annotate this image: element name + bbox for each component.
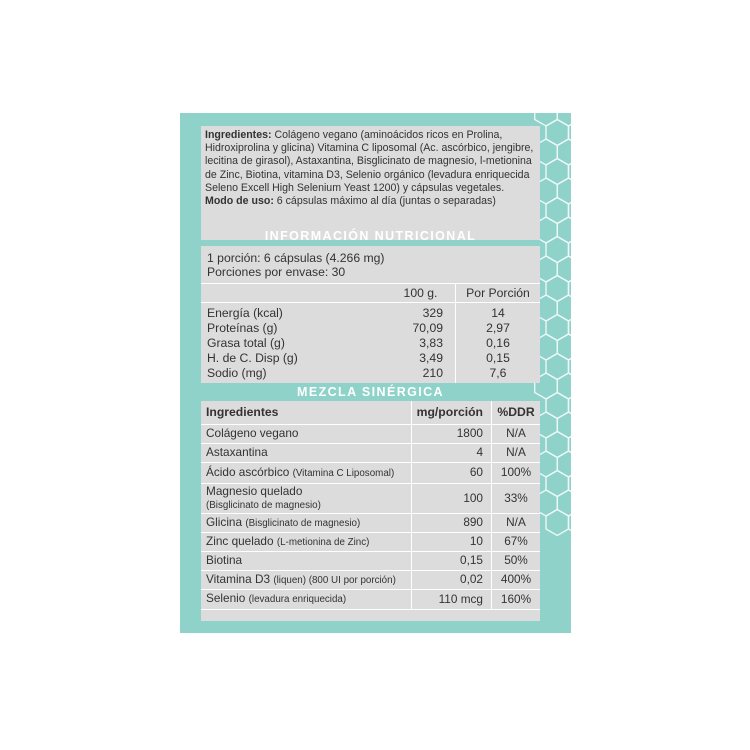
nutrient-name: Sodio (mg) (207, 366, 267, 380)
mix-ingredient-cell (201, 551, 411, 570)
hexagon-shape (557, 139, 571, 165)
nutrition-row (201, 336, 540, 351)
hexagon-shape (557, 334, 571, 360)
ingredients-label: Ingredientes: (205, 129, 272, 141)
mix-title: MEZCLA SINÉRGICA (297, 385, 444, 399)
usage-label: Modo de uso: (205, 195, 274, 208)
mix-row (201, 589, 540, 609)
mix-col-ingredient: Ingredientes (201, 401, 411, 424)
mix-row (201, 551, 540, 570)
nutrient-per-100g: 3,83 (419, 336, 443, 350)
hexagon-shape (569, 354, 572, 380)
mix-ingredient-note: (levadura enriquecida) (248, 594, 347, 605)
usage-text: 6 cápsulas máximo al día (juntas o separadas) (273, 195, 496, 208)
nutrient-per-100g: 3,49 (419, 351, 443, 365)
hexagon-shape (569, 393, 572, 419)
mix-mg-cell: 890 (411, 513, 491, 532)
mix-ingredient-cell (201, 513, 411, 532)
mix-ingredient-name: Astaxantina (206, 445, 268, 459)
mix-mg-cell: 60 (411, 462, 491, 483)
nutrition-table (201, 246, 540, 383)
ingredients-text: Colágeno vegano (aminoácidos ricos en Prolina, Hidroxiprolina y glicina) Vitamina C liposomal (Ac. ascórbico, jengibre, lecitina de girasol), Astaxantina, Bisglicinato de magnesio, l-metionina de Zinc, Biotina, vitamina D3, Selenio orgánico (levadura enriquecida Seleno Excell High Selenium Yeast 1200) y cápsulas vegetales. (205, 129, 534, 194)
nutrient-per-portion: 7,6 (489, 366, 507, 380)
mix-ingredient-note: (L-metionina de Zinc) (276, 536, 370, 548)
nutrition-row (201, 366, 540, 381)
synergic-mix-table (201, 401, 540, 621)
hexagon-shape (557, 451, 571, 477)
supplement-label-panel (180, 113, 571, 633)
mix-ingredient-note: (Bisglicinato de magnesio) (206, 499, 321, 511)
mix-ddr-cell: 67% (492, 532, 541, 551)
mix-ddr-cell: 100% (492, 462, 541, 483)
mix-ingredient-name: Magnesio quelado (206, 483, 303, 498)
nutrient-per-portion: 0,15 (486, 351, 510, 365)
hexagon-shape (557, 256, 571, 282)
hexagon-shape (569, 471, 572, 497)
mix-mg-cell: 110 mcg (411, 589, 491, 609)
nutrition-row (201, 306, 540, 321)
hexagon-shape (535, 113, 558, 126)
hexagon-shape (557, 217, 571, 243)
serving-size: 1 porción: 6 cápsulas (4.266 mg) (207, 251, 385, 265)
mix-ingredient-cell (201, 589, 411, 609)
divider (201, 283, 540, 284)
nutrient-per-portion: 2,97 (486, 321, 510, 335)
nutrient-per-100g: 329 (422, 306, 443, 320)
mix-ingredient-name: Selenio (206, 591, 246, 605)
mix-ddr-cell: 160% (492, 589, 541, 609)
hexagon-shape (569, 315, 572, 341)
hexagon-shape (569, 237, 572, 263)
hexagon-shape (557, 295, 571, 321)
col-portion-header: Por Porción (466, 286, 530, 300)
mix-mg-cell: 0,15 (411, 551, 491, 570)
mix-ingredient-cell (201, 532, 411, 551)
mix-ingredient-note: (Vitamina C Liposomal) (292, 467, 395, 479)
mix-ddr-cell: 400% (492, 570, 541, 589)
mix-ingredient-cell (201, 483, 411, 513)
mix-ingredient-cell (201, 443, 411, 462)
nutrient-per-100g: 70,09 (412, 321, 443, 335)
mix-col-mg: mg/porción (411, 401, 491, 424)
mix-ingredient-cell (201, 424, 411, 443)
mix-ingredient-cell (201, 462, 411, 483)
mix-row (201, 483, 540, 513)
mix-mg-cell: 0,02 (411, 570, 491, 589)
mix-ddr-cell: N/A (492, 443, 541, 462)
mix-mg-cell: 100 (411, 483, 491, 513)
hexagon-shape (557, 178, 571, 204)
mix-row (201, 424, 540, 443)
mix-row (201, 570, 540, 589)
nutrient-name: Energía (kcal) (207, 306, 283, 320)
hexagon-shape (569, 276, 572, 302)
mix-row (201, 513, 540, 532)
nutrient-name: Proteínas (g) (207, 321, 278, 335)
hexagon-shape (569, 510, 572, 536)
mix-ingredient-name: Biotina (206, 553, 243, 567)
mix-row (201, 532, 540, 551)
hexagon-shape (557, 113, 571, 126)
divider (201, 302, 540, 303)
nutrient-per-portion: 0,16 (486, 336, 510, 350)
servings-per-container: Porciones por envase: 30 (207, 265, 346, 279)
hexagon-shape (557, 490, 571, 516)
nutrition-title: INFORMACIÓN NUTRICIONAL (264, 229, 477, 243)
col-100g-header: 100 g. (403, 286, 438, 300)
nutrient-per-100g: 210 (422, 366, 443, 380)
serving-info (207, 251, 385, 279)
mix-ingredient-note: (liquen) (800 UI por porción) (273, 574, 396, 586)
nutrition-row (201, 351, 540, 366)
mix-ddr-cell: N/A (492, 513, 541, 532)
mix-ingredient-name: Zinc quelado (206, 533, 274, 548)
mix-ddr-cell: 50% (492, 551, 541, 570)
ingredients-block (201, 126, 540, 240)
mix-ddr-cell: N/A (492, 424, 541, 443)
mix-ingredient-name: Vitamina D3 (206, 571, 271, 586)
nutrient-per-portion: 14 (491, 306, 505, 320)
mix-ingredient-cell (201, 570, 411, 589)
mix-ingredient-name: Glicina (206, 514, 243, 529)
mix-col-ddr: %DDR (492, 401, 541, 424)
hexagon-shape (569, 432, 572, 458)
hexagon-shape (557, 373, 571, 399)
mix-ddr-cell: 33% (492, 483, 541, 513)
mix-ingredient-name: Colágeno vegano (206, 426, 299, 440)
mix-mg-cell: 10 (411, 532, 491, 551)
mix-header-row (201, 401, 540, 424)
hexagon-shape (557, 412, 571, 438)
nutrient-name: Grasa total (g) (207, 336, 285, 350)
mix-mg-cell: 4 (411, 443, 491, 462)
nutrition-row (201, 321, 540, 336)
mix-row (201, 443, 540, 462)
nutrient-name: H. de C. Disp (g) (207, 351, 298, 365)
mix-row (201, 462, 540, 483)
hexagon-shape (569, 120, 572, 146)
mix-mg-cell: 1800 (411, 424, 491, 443)
hexagon-shape (569, 198, 572, 224)
mix-ingredient-note: (Bisglicinato de magnesio) (245, 517, 361, 529)
mix-ingredient-name: Ácido ascórbico (206, 464, 290, 479)
hexagon-shape (569, 159, 572, 185)
